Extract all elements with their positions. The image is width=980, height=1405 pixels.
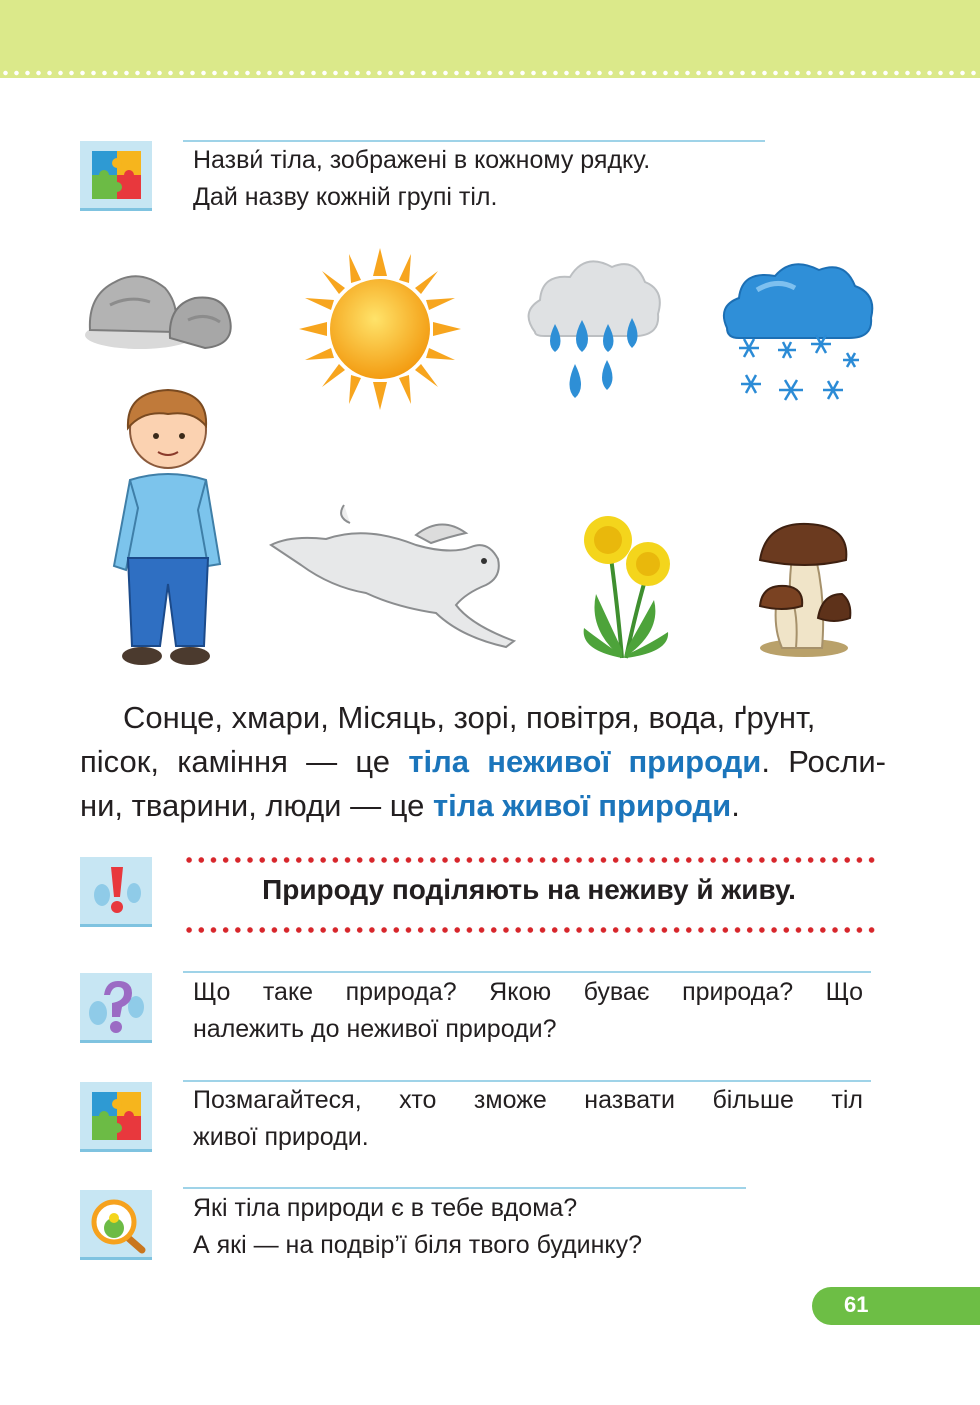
highlight-nonliving: тіла неживої природи	[408, 744, 762, 779]
highlight-living: тіла живої природи	[433, 788, 732, 823]
explore-block	[193, 1190, 833, 1264]
snow-cloud-image	[717, 258, 877, 418]
paragraph-text: ни, тварини, люди — це	[80, 788, 433, 823]
page-number-badge	[812, 1287, 980, 1325]
rule-dots-bottom	[183, 926, 875, 934]
task-instructions	[193, 142, 793, 216]
key-rule: Природу поділяють на неживу й живу.	[262, 874, 796, 905]
task2-line-1: Позмагайтеся, хто зможе назвати більше тіл	[193, 1086, 863, 1114]
header-band	[0, 0, 980, 78]
sun-image	[297, 246, 463, 412]
definition-paragraph	[80, 696, 886, 828]
explore-rule	[183, 1187, 746, 1189]
paragraph-line-2	[80, 740, 886, 784]
header-dots	[0, 70, 980, 76]
question-rule	[183, 971, 871, 973]
stones-image	[80, 250, 240, 360]
task2-block	[193, 1082, 863, 1156]
paragraph-line-1: Сонце, хмари, Місяць, зорі, повітря, вода, ґрунт,	[123, 700, 816, 735]
task-line-1: Назви́ тіла, зображені в кожному рядку.	[193, 146, 651, 174]
paragraph-text: . Росли-	[761, 744, 887, 779]
questions-block	[193, 974, 863, 1048]
dandelion-image	[578, 510, 674, 660]
explore-line-2: А які — на подвір’ї біля твого будинку?	[193, 1231, 642, 1259]
hare-image	[266, 495, 516, 655]
question-line-2: належить до неживої природи?	[193, 1015, 557, 1043]
puzzle-icon	[80, 141, 152, 211]
magnifier-icon	[80, 1190, 152, 1260]
task-line-2: Дай назву кожній групі тіл.	[193, 183, 498, 211]
exclamation-icon	[80, 857, 152, 927]
boy-image	[108, 388, 224, 672]
paragraph-text: .	[731, 788, 740, 823]
page-number: 61	[844, 1292, 869, 1317]
paragraph-text: пісок, каміння — це	[80, 744, 409, 779]
task2-line-2: живої природи.	[193, 1123, 369, 1151]
explore-line-1: Які тіла природи є в тебе вдома?	[193, 1194, 578, 1222]
question-line-1: Що таке природа? Якою буває природа? Що	[193, 978, 863, 1006]
paragraph-line-3	[80, 784, 886, 828]
puzzle-icon	[80, 1082, 152, 1152]
mushrooms-image	[756, 522, 852, 658]
rule-dots-top	[183, 856, 875, 864]
rain-cloud-image	[520, 252, 666, 416]
question-icon	[80, 973, 152, 1043]
